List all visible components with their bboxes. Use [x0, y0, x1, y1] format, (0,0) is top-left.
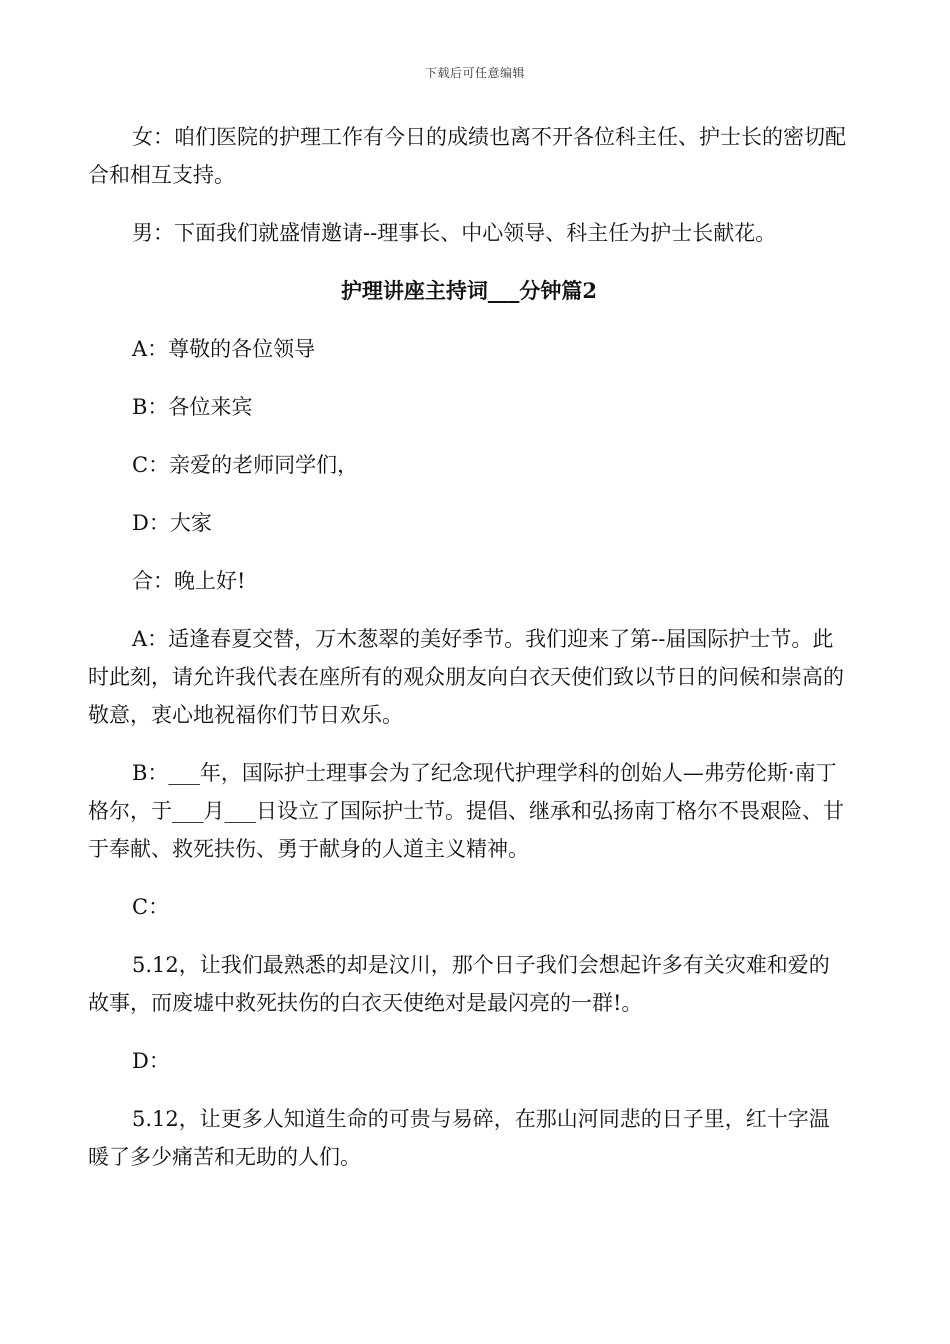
paragraph: C：亲爱的老师同学们，	[132, 453, 359, 477]
paragraph: A：适逢春夏交替，万木葱翠的美好季节。我们迎来了第--届国际护士节。此时此刻，请允许我代表在座所有的观众朋友向白衣天使们致以节日的问候和崇高的敬意，衷心地祝福你们节日欢乐。	[88, 627, 844, 727]
paragraph: A：尊敬的各位领导	[132, 337, 316, 361]
paragraph: B：___年，国际护士理事会为了纪念现代护理学科的创始人—弗劳伦斯·南丁格尔，于___月___日设立了国际护士节。提倡、继承和弘扬南丁格尔不畏艰险、甘于奉献、救死扶伤、勇于献身的人道主义精神。	[88, 761, 844, 861]
paragraph: 5.12，让我们最熟悉的却是汶川，那个日子我们会想起许多有关灾难和爱的故事，而废墟中救死扶伤的白衣天使绝对是最闪亮的一群!。	[88, 953, 830, 1015]
paragraph: 合：晚上好!	[132, 569, 246, 593]
paragraph: 女：咱们医院的护理工作有今日的成绩也离不开各位科主任、护士长的密切配合和相互支持。	[88, 125, 846, 187]
section-title: 护理讲座主持词___分钟篇2	[340, 278, 598, 303]
paragraph: B：各位来宾	[132, 395, 253, 419]
document-body	[88, 118, 850, 1196]
page-header-note: 下载后可任意编辑	[424, 66, 525, 80]
paragraph: C：	[132, 895, 170, 919]
paragraph: 5.12，让更多人知道生命的可贵与易碎，在那山河同悲的日子里，红十字温暖了多少痛苦和无助的人们。	[88, 1107, 830, 1169]
paragraph: 男：下面我们就盛情邀请--理事长、中心领导、科主任为护士长献花。	[132, 221, 777, 245]
paragraph: D：	[132, 1049, 170, 1073]
paragraph: D：大家	[132, 511, 212, 535]
